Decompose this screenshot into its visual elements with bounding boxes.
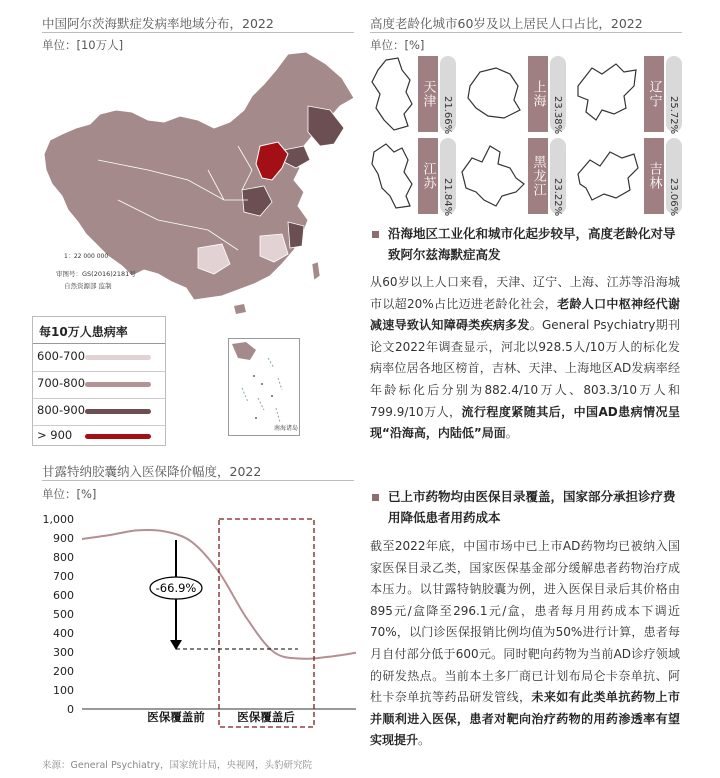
- y-tick-label: 800: [53, 551, 74, 564]
- legend-swatch: [85, 382, 151, 387]
- pct-text: 21.66%: [442, 96, 453, 135]
- y-tick-label: 0: [67, 703, 74, 716]
- city-outline-jiangsu: [368, 138, 418, 214]
- pct-bar: [666, 56, 682, 135]
- price-title-rule: [42, 480, 354, 481]
- after-coverage-box: [219, 519, 314, 727]
- china-map: [38, 50, 358, 315]
- pct-text: 25.72%: [668, 96, 679, 135]
- map-credit-text: 自然资源部 监制: [64, 282, 112, 290]
- section2-heading: 已上市药物均由医保目录覆盖，国家部分承担诊疗费用降低患者用药成本: [388, 489, 676, 525]
- legend-item: 700-800: [33, 372, 165, 396]
- y-tick-label: 500: [53, 608, 74, 621]
- y-tick-label: 1,000: [42, 513, 74, 526]
- zhejiang-shape: [288, 222, 304, 248]
- legend-swatch: [85, 434, 151, 439]
- pct-text: 23.06%: [668, 178, 679, 217]
- pct-text: 23.22%: [552, 178, 563, 217]
- pct-bar: [550, 138, 566, 217]
- pct-text: 21.84%: [442, 178, 453, 217]
- city-label: 江苏: [418, 138, 438, 214]
- before-label: 医保覆盖前: [147, 710, 205, 724]
- section2-paragraph: 截至2022年底，中国市场中已上市AD药物均已被纳入国家医保目录乙类，国家医保基金部分缓解患者药物治疗成本压力。以甘露特钠胶囊为例，进入医保目录后其价格由895元/盒降至296.1元/盒，患者每月用药成本下调近70%，以门诊医保报销比例均值为50%进行计算，患者每月自付部分低于600元。同时靶向药物为当前AD诊疗领域的研发热点。当前本土多厂商已计划布局仑卡奈单抗、阿杜卡奈单抗等药品研发管线，未来如有此类单抗药物上市并顺利进入医保，患者对靶向治疗药物的用药渗透率有望实现提升。: [370, 539, 680, 748]
- y-tick-label: 700: [53, 570, 74, 583]
- y-tick-label: 100: [53, 684, 74, 697]
- section1-heading: 沿海地区工业化和城市化起步较早，高度老龄化对导致阿尔兹海默症高发: [388, 226, 676, 262]
- city-label: 天津: [418, 56, 438, 132]
- source-note: 来源：General Psychiatry，国家统计局，央视网，头豹研究院: [42, 760, 313, 771]
- section2-bullet: [372, 494, 379, 501]
- legend-title: 每10万人患病率: [39, 325, 128, 339]
- city-label: 辽宁: [644, 56, 664, 132]
- hainan-shape: [234, 304, 246, 314]
- map-title: 中国阿尔茨海默症发病率地域分布，2022: [42, 16, 274, 31]
- inset-label: 南海诸岛: [274, 425, 299, 432]
- y-axis-ticks: [43, 513, 75, 716]
- pct-text: 23.38%: [552, 96, 563, 135]
- legend-item: 600-700: [33, 345, 165, 369]
- legend-swatch: [85, 409, 151, 414]
- south-china-sea-inset: [228, 338, 300, 436]
- city-label: 上海: [528, 56, 548, 132]
- city-label: 吉林: [644, 138, 664, 214]
- map-title-rule: [42, 32, 354, 33]
- map-number-text: 审图号：GS(2016)2181号: [56, 270, 136, 278]
- aging-title: 高度老龄化城市60岁及以上居民人口占比，2022: [370, 16, 643, 31]
- taiwan-shape: [312, 262, 320, 280]
- map-scale-text: 1：22 000 000: [64, 253, 109, 260]
- map-unit: 单位：[10万人]: [42, 38, 124, 52]
- city-outline-tianjin: [368, 56, 418, 132]
- city-outline-jilin: [572, 138, 644, 214]
- price-chart: [30, 506, 360, 731]
- change-label: -66.9%: [155, 581, 197, 595]
- y-tick-label: 900: [53, 532, 74, 545]
- aging-unit: 单位：[%]: [370, 38, 425, 52]
- section1-bullet: [372, 231, 379, 238]
- city-label: 黑龙江: [528, 138, 548, 214]
- legend-swatch: [85, 355, 151, 360]
- pct-bar: [550, 56, 566, 135]
- aging-title-rule: [370, 32, 682, 33]
- y-tick-label: 200: [53, 665, 74, 678]
- y-tick-label: 600: [53, 589, 74, 602]
- y-tick-label: 400: [53, 627, 74, 640]
- legend-item: 800-900: [33, 399, 165, 423]
- price-title: 甘露特纳胶囊纳入医保降价幅度，2022: [42, 464, 262, 479]
- city-outline-shanghai: [462, 56, 528, 132]
- y-tick-label: 300: [53, 646, 74, 659]
- pct-bar: [440, 56, 456, 135]
- map-legend: [32, 316, 166, 446]
- pct-bar: [666, 138, 682, 217]
- pct-bar: [440, 138, 456, 217]
- city-outline-heilongjiang: [458, 138, 528, 214]
- city-outline-liaoning: [572, 56, 644, 132]
- legend-item: > 900: [33, 424, 165, 448]
- price-unit: 单位：[%]: [42, 487, 97, 501]
- heilongjiang-shape: [308, 106, 344, 146]
- after-label: 医保覆盖后: [237, 710, 295, 724]
- section1-paragraph: 从60岁以上人口来看，天津、辽宁、上海、江苏等沿海城市以超20%占比迈进老龄化社会，老龄人口中枢神经代谢减速导致认知障碍类疾病多发。General Psychiatry期刊论文2022年调查显示，河北以928.5人/10万人的标化发病率位居各地区榜首，吉林、天津、上海地区AD发病率经年龄标化后分别为882.4/10万人、803.3/10万人和799.9/10万人，流行程度紧随其后，中国AD患病情况呈现“沿海高，内陆低”局面。: [370, 275, 680, 441]
